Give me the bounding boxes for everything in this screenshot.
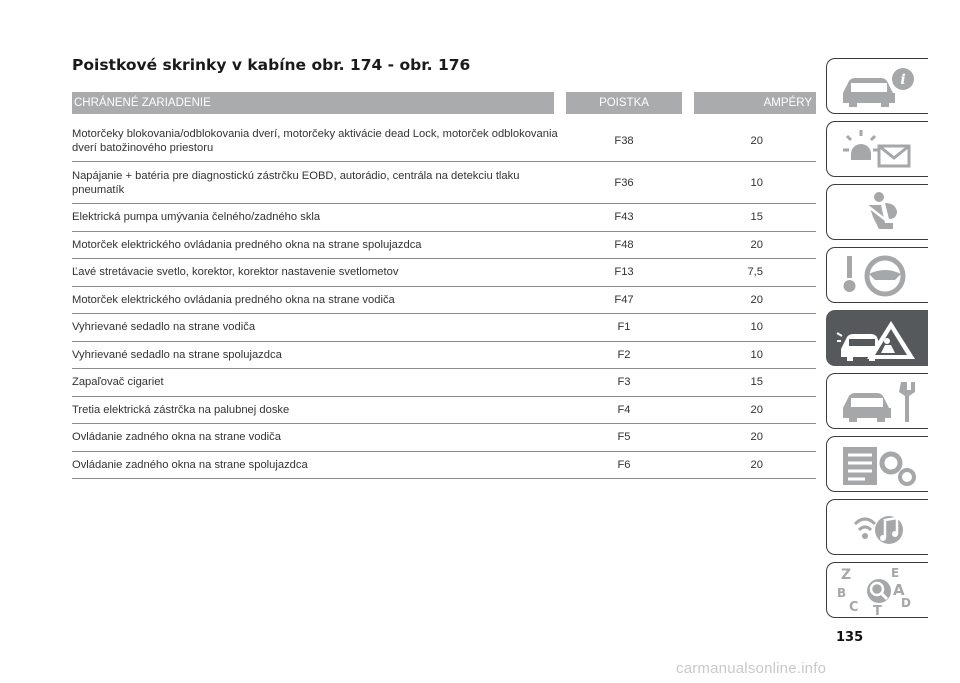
cell-amps: 10 xyxy=(750,176,763,189)
cell-device: Motorčeky blokovania/odblokovania dverí, motorčeky aktivácie dead Lock, motorček odblokovania dverí batožinového priestoru xyxy=(72,127,558,154)
table-row xyxy=(72,232,816,260)
tab-seat-safety[interactable] xyxy=(826,184,928,240)
cell-fuse: F4 xyxy=(617,403,631,416)
cell-amps: 10 xyxy=(750,321,763,334)
tab-steering-wheel[interactable] xyxy=(826,247,928,303)
table-row xyxy=(72,259,816,287)
cell-amps: 15 xyxy=(750,376,763,389)
cell-fuse: F1 xyxy=(617,321,631,334)
cell-amps: 20 xyxy=(750,458,763,471)
cell-device: Napájanie + batéria pre diagnostickú zástrčku EOBD, autorádio, centrála na detekciu tlaku pneumatík xyxy=(72,169,520,196)
table-row xyxy=(72,397,816,425)
table-body xyxy=(72,120,816,479)
cell-amps: 20 xyxy=(750,238,763,251)
cell-device: Elektrická pumpa umývania čelného/zadného skla xyxy=(72,211,321,224)
tab-technical-data[interactable] xyxy=(826,436,928,492)
seat-safety-icon xyxy=(835,189,923,237)
index-letter-c: C xyxy=(849,600,859,615)
cell-fuse: F47 xyxy=(614,293,634,306)
cell-fuse: F43 xyxy=(614,211,634,224)
car-info-icon xyxy=(835,63,923,111)
cell-fuse: F13 xyxy=(614,266,634,279)
car-emergency-icon xyxy=(835,315,923,363)
cell-device: Zapaľovač cigariet xyxy=(72,376,164,389)
index-letter-b: B xyxy=(837,586,847,600)
svg-text:i: i xyxy=(900,72,906,88)
cell-fuse: F5 xyxy=(617,431,631,444)
table-row xyxy=(72,452,816,480)
cell-device: Ovládanie zadného okna na strane vodiča xyxy=(72,431,281,444)
cell-amps: 20 xyxy=(750,431,763,444)
cell-device: Vyhrievané sedadlo na strane vodiča xyxy=(72,321,256,334)
table-row xyxy=(72,314,816,342)
index-icon xyxy=(835,567,923,615)
tab-multimedia[interactable] xyxy=(826,499,928,555)
table-row xyxy=(72,369,816,397)
table-row xyxy=(72,120,816,162)
tab-maintenance[interactable] xyxy=(826,373,928,429)
header-amperes: AMPÉRY xyxy=(694,92,816,114)
steering-wheel-key-icon xyxy=(835,252,923,300)
header-protected-device: CHRÁNENÉ ZARIADENIE xyxy=(72,92,554,114)
table-header xyxy=(72,92,816,114)
cell-amps: 7,5 xyxy=(747,266,763,279)
page-title: Poistkové skrinky v kabíne obr. 174 - obr. 176 xyxy=(72,56,471,74)
multimedia-icon xyxy=(835,504,923,552)
fuse-table xyxy=(72,92,816,479)
table-row xyxy=(72,204,816,232)
cell-device: Motorček elektrického ovládania predného okna na strane spolujazdca xyxy=(72,238,422,251)
table-row xyxy=(72,162,816,204)
table-row xyxy=(72,287,816,315)
warning-lights-icon xyxy=(835,126,923,174)
header-fuse: POISTKA xyxy=(566,92,682,114)
watermark: carmanualsonline.info xyxy=(676,660,827,677)
cell-fuse: F36 xyxy=(614,176,634,189)
cell-fuse: F38 xyxy=(614,134,634,147)
cell-fuse: F3 xyxy=(617,376,631,389)
table-row xyxy=(72,424,816,452)
index-letter-a: A xyxy=(893,581,905,599)
cell-fuse: F48 xyxy=(614,238,634,251)
cell-device: Tretia elektrická zástrčka na palubnej doske xyxy=(72,403,290,416)
index-letter-t: T xyxy=(873,604,882,615)
cell-device: Ovládanie zadného okna na strane spolujazdca xyxy=(72,458,308,471)
cell-amps: 20 xyxy=(750,403,763,416)
cell-amps: 20 xyxy=(750,293,763,306)
cell-amps: 20 xyxy=(750,134,763,147)
cell-amps: 10 xyxy=(750,348,763,361)
cell-amps: 15 xyxy=(750,211,763,224)
cell-device: Motorček elektrického ovládania predného okna na strane vodiča xyxy=(72,293,395,306)
tab-warning-lights[interactable] xyxy=(826,121,928,177)
tab-car-info[interactable] xyxy=(826,58,928,114)
cell-fuse: F6 xyxy=(617,458,631,471)
index-letter-d: D xyxy=(901,596,911,610)
table-row xyxy=(72,342,816,370)
cell-device: Vyhrievané sedadlo na strane spolujazdca xyxy=(72,348,282,361)
cell-device: Ľavé stretávacie svetlo, korektor, korektor nastavenie svetlometov xyxy=(72,266,399,279)
tab-index[interactable] xyxy=(826,562,928,618)
car-maintenance-icon xyxy=(835,378,923,426)
technical-data-icon xyxy=(835,441,923,489)
index-letter-z: Z xyxy=(841,567,852,583)
cell-fuse: F2 xyxy=(617,348,631,361)
tab-emergency[interactable] xyxy=(826,310,928,366)
index-letter-e: E xyxy=(891,567,900,580)
page-number: 135 xyxy=(836,630,864,645)
